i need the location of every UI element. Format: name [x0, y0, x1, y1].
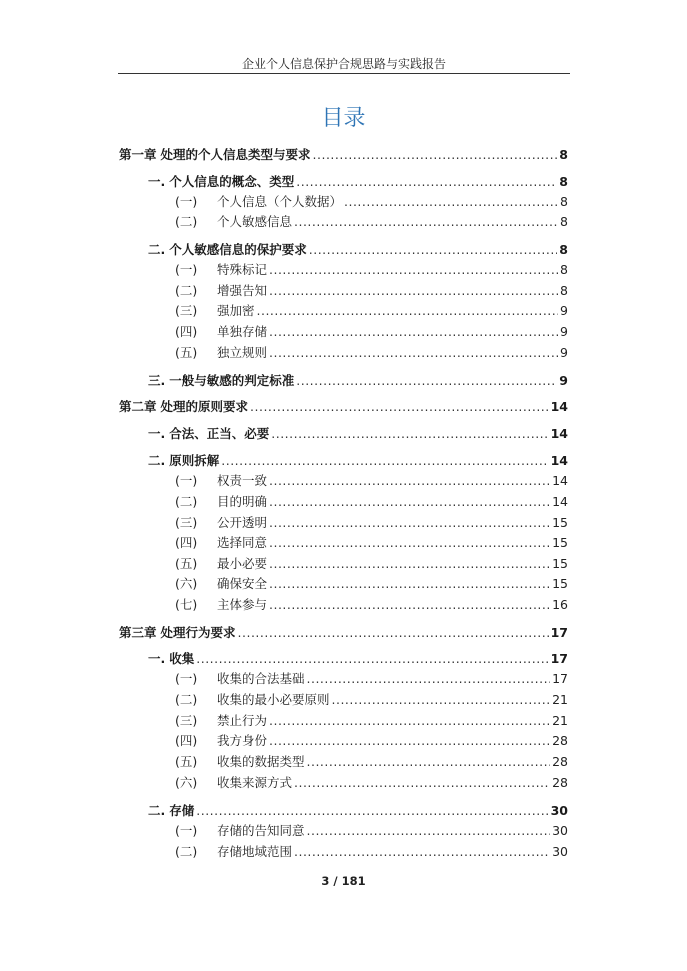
toc-entry-label: 个人敏感信息的保护要求 — [169, 242, 307, 257]
toc-entry-page: 14 — [552, 473, 568, 488]
toc-entry-number: (六) — [175, 775, 198, 790]
toc-entry-subsection[interactable] — [175, 494, 568, 510]
header-rule — [118, 73, 570, 74]
toc-entry-number: (三) — [175, 303, 198, 318]
dot-leader — [196, 651, 548, 667]
toc-entry-page: 16 — [552, 597, 568, 612]
toc-entry-page: 28 — [552, 754, 568, 769]
toc-entry-subsection[interactable] — [175, 844, 568, 860]
toc-entry-label: 目的明确 — [217, 494, 268, 509]
page-header: 企业个人信息保护合规思路与实践报告 — [241, 57, 446, 71]
dot-leader — [294, 775, 550, 791]
toc-entry-label: 个人信息（个人数据） — [217, 194, 343, 209]
toc-entry-page: 9 — [560, 345, 568, 360]
toc-entry-number: 一. — [148, 174, 166, 189]
toc-entry-number: 第一章 — [119, 147, 157, 162]
dot-leader — [269, 515, 550, 531]
toc-entry-subsection[interactable] — [175, 515, 568, 531]
dot-leader — [269, 345, 558, 361]
toc-entry-subsection[interactable] — [175, 713, 568, 729]
toc-entry-subsection[interactable] — [175, 473, 568, 489]
dot-leader — [269, 556, 550, 572]
toc-entry-label: 特殊标记 — [217, 262, 268, 277]
dot-leader — [238, 625, 549, 641]
toc-entry-page: 14 — [550, 453, 568, 468]
toc-entry-label: 单独存储 — [217, 324, 268, 339]
dot-leader — [269, 494, 550, 510]
toc-entry-number: 三. — [148, 373, 166, 388]
toc-entry-page: 8 — [559, 242, 568, 257]
toc-entry-page: 17 — [552, 671, 568, 686]
toc-entry-page: 8 — [560, 214, 568, 229]
toc-entry-number: (二) — [175, 692, 198, 707]
toc-entry-label: 权责一致 — [217, 473, 268, 488]
toc-entry-label: 收集 — [169, 651, 195, 666]
toc-entry-subsection[interactable] — [175, 194, 568, 210]
toc-entry-label: 公开透明 — [217, 515, 268, 530]
toc-entry-subsection[interactable] — [175, 733, 568, 749]
toc-entry-page: 9 — [560, 324, 568, 339]
toc-entry-page: 30 — [552, 823, 568, 838]
dot-leader — [269, 576, 550, 592]
toc-entry-number: 二. — [148, 242, 166, 257]
toc-entry-number: (五) — [175, 754, 198, 769]
toc-entry-label: 个人信息的概念、类型 — [169, 174, 295, 189]
toc-entry-page: 21 — [552, 692, 568, 707]
toc-entry-chapter-2[interactable] — [119, 399, 568, 415]
toc-entry-page: 28 — [552, 733, 568, 748]
toc-entry-label: 个人敏感信息 — [217, 214, 293, 229]
toc-title: 目录 — [321, 106, 366, 131]
dot-leader — [250, 399, 549, 415]
toc-entry-section[interactable] — [148, 651, 568, 667]
toc-entry-section[interactable] — [148, 426, 568, 442]
dot-leader — [269, 713, 550, 729]
dot-leader — [296, 373, 557, 389]
toc-entry-number: (一) — [175, 473, 198, 488]
toc-entry-label: 独立规则 — [217, 345, 268, 360]
dot-leader — [271, 426, 548, 442]
toc-entry-label: 原则拆解 — [169, 453, 220, 468]
toc-entry-label: 合法、正当、必要 — [169, 426, 270, 441]
dot-leader — [294, 844, 550, 860]
toc-entry-number: (一) — [175, 671, 198, 686]
toc-entry-label: 最小必要 — [217, 556, 268, 571]
toc-entry-label: 收集的最小必要原则 — [217, 692, 330, 707]
toc-entry-page: 15 — [552, 515, 568, 530]
toc-entry-label: 强加密 — [217, 303, 255, 318]
toc-entry-page: 15 — [552, 576, 568, 591]
toc-entry-label: 存储的告知同意 — [217, 823, 305, 838]
toc-entry-number: (六) — [175, 576, 198, 591]
toc-entry-number: (二) — [175, 844, 198, 859]
toc-entry-chapter-1[interactable] — [119, 147, 568, 163]
toc-entry-section[interactable] — [148, 803, 568, 819]
toc-entry-subsection[interactable] — [175, 556, 568, 572]
toc-entry-chapter-3[interactable] — [119, 625, 568, 641]
toc-entry-label: 增强告知 — [217, 283, 268, 298]
page-indicator: 3 / 181 — [321, 874, 366, 888]
toc-entry-number: 第二章 — [119, 399, 157, 414]
toc-entry-subsection[interactable] — [175, 324, 568, 340]
toc-entry-page: 17 — [550, 651, 568, 666]
toc-entry-page: 8 — [560, 262, 568, 277]
toc-entry-section[interactable] — [148, 242, 568, 258]
toc-entry-page: 8 — [559, 174, 568, 189]
toc-entry-page: 14 — [550, 426, 568, 441]
dot-leader — [296, 174, 557, 190]
toc-entry-section[interactable] — [148, 174, 568, 190]
toc-entry-label: 我方身份 — [217, 733, 268, 748]
toc-entry-page: 9 — [560, 303, 568, 318]
toc-entry-label: 一般与敏感的判定标准 — [169, 373, 295, 388]
toc-entry-number: (三) — [175, 713, 198, 728]
dot-leader — [269, 283, 558, 299]
toc-entry-number: (二) — [175, 214, 198, 229]
toc-entry-subsection[interactable] — [175, 283, 568, 299]
toc-entry-page: 8 — [559, 147, 568, 162]
toc-entry-subsection[interactable] — [175, 576, 568, 592]
dot-leader — [332, 692, 551, 708]
dot-leader — [269, 535, 550, 551]
toc-entry-number: (七) — [175, 597, 198, 612]
toc-entry-page: 28 — [552, 775, 568, 790]
toc-entry-number: (一) — [175, 194, 198, 209]
toc-entry-label: 收集来源方式 — [217, 775, 293, 790]
toc-entry-subsection[interactable] — [175, 345, 568, 361]
toc-entry-subsection[interactable] — [175, 823, 568, 839]
toc-entry-page: 30 — [552, 844, 568, 859]
toc-entry-number: 一. — [148, 651, 166, 666]
dot-leader — [309, 242, 558, 258]
toc-entry-subsection[interactable] — [175, 754, 568, 770]
toc-entry-subsection[interactable] — [175, 597, 568, 613]
dot-leader — [269, 324, 558, 340]
toc-entry-label: 收集的数据类型 — [217, 754, 305, 769]
toc-entry-subsection[interactable] — [175, 535, 568, 551]
toc-entry-number: 第三章 — [119, 625, 157, 640]
toc-entry-number: (二) — [175, 283, 198, 298]
toc-entry-label: 选择同意 — [217, 535, 268, 550]
toc-entry-number: (五) — [175, 556, 198, 571]
dot-leader — [196, 803, 548, 819]
dot-leader — [269, 597, 550, 613]
toc-entry-page: 8 — [560, 283, 568, 298]
dot-leader — [294, 214, 558, 230]
toc-entry-number: (三) — [175, 515, 198, 530]
toc-entry-page: 14 — [550, 399, 568, 414]
dot-leader — [221, 453, 548, 469]
toc-entry-number: 二. — [148, 803, 166, 818]
toc-entry-number: (一) — [175, 823, 198, 838]
dot-leader — [257, 303, 559, 319]
toc-entry-section[interactable] — [148, 453, 568, 469]
toc-entry-number: (五) — [175, 345, 198, 360]
toc-entry-page: 9 — [559, 373, 568, 388]
toc-entry-subsection[interactable] — [175, 262, 568, 278]
dot-leader — [307, 671, 551, 687]
toc-entry-section[interactable] — [148, 373, 568, 389]
toc-entry-subsection[interactable] — [175, 303, 568, 319]
toc-entry-page: 15 — [552, 535, 568, 550]
toc-entry-label: 禁止行为 — [217, 713, 268, 728]
toc-entry-label: 处理的个人信息类型与要求 — [160, 147, 311, 162]
toc-entry-label: 存储 — [169, 803, 195, 818]
toc-entry-subsection[interactable] — [175, 692, 568, 708]
toc-entry-number: (二) — [175, 494, 198, 509]
toc-entry-page: 21 — [552, 713, 568, 728]
dot-leader — [313, 147, 558, 163]
toc-entry-number: 二. — [148, 453, 166, 468]
toc-entry-label: 主体参与 — [217, 597, 268, 612]
dot-leader — [307, 823, 551, 839]
dot-leader — [307, 754, 551, 770]
dot-leader — [269, 733, 550, 749]
toc-entry-subsection[interactable] — [175, 671, 568, 687]
dot-leader — [269, 473, 550, 489]
toc-entry-label: 处理的原则要求 — [160, 399, 249, 414]
toc-entry-number: (四) — [175, 324, 198, 339]
dot-leader — [269, 262, 558, 278]
toc-entry-number: (四) — [175, 733, 198, 748]
toc-entry-label: 收集的合法基础 — [217, 671, 305, 686]
toc-entry-page: 8 — [560, 194, 568, 209]
toc-entry-number: 一. — [148, 426, 166, 441]
toc-entry-page: 15 — [552, 556, 568, 571]
toc-entry-page: 30 — [550, 803, 568, 818]
toc-entry-subsection[interactable] — [175, 775, 568, 791]
toc-entry-page: 17 — [550, 625, 568, 640]
toc-entry-number: (一) — [175, 262, 198, 277]
toc-entry-label: 存储地域范围 — [217, 844, 293, 859]
toc-entry-page: 14 — [552, 494, 568, 509]
toc-entry-label: 确保安全 — [217, 576, 268, 591]
toc-entry-number: (四) — [175, 535, 198, 550]
toc-entry-label: 处理行为要求 — [160, 625, 236, 640]
dot-leader — [344, 194, 558, 210]
toc-entry-subsection[interactable] — [175, 214, 568, 230]
